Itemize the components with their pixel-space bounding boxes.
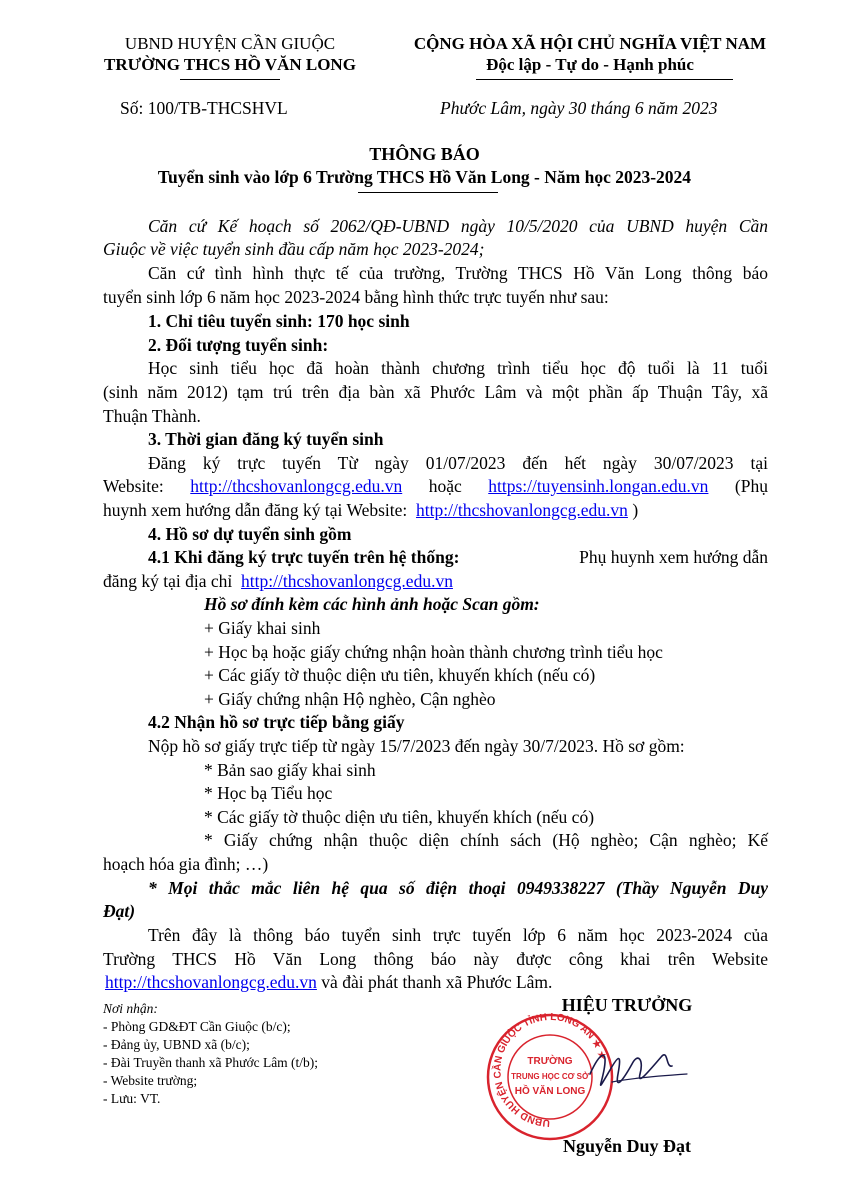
website-label: Website: bbox=[103, 476, 164, 496]
motto-underline bbox=[476, 79, 733, 80]
recipient-item: - Website trường; bbox=[103, 1073, 198, 1088]
basis-1-line-2: Giuộc về việc tuyển sinh đầu cấp năm học 2023-2024; bbox=[103, 239, 485, 259]
closing-line-1: Trên đây là thông báo tuyển sinh trực tuyến lớp 6 năm học 2023-2024 của bbox=[148, 925, 768, 945]
basis-2-line-2: tuyển sinh lớp 6 năm học 2023-2024 bằng hình thức trực tuyến như sau: bbox=[103, 287, 609, 307]
basis-1-line-1: Căn cứ Kế hoạch số 2062/QĐ-UBND ngày 10/5/2020 của UBND huyện Cần bbox=[148, 216, 768, 236]
principal-title: HIỆU TRƯỞNG bbox=[561, 995, 693, 1015]
section-4-2-heading: 4.2 Nhận hồ sơ trực tiếp bằng giấy bbox=[148, 712, 405, 732]
address-text: đăng ký tại địa chỉ bbox=[103, 571, 233, 591]
stamp-center-line-2: TRUNG HỌC CƠ SỞ bbox=[511, 1072, 589, 1081]
registration-address-link[interactable]: http://thcshovanlongcg.edu.vn bbox=[241, 571, 453, 591]
online-registration-heading: 4.1 Khi đăng ký trực tuyến trên hệ thống: bbox=[148, 547, 460, 567]
basis-2-line-1: Căn cứ tình hình thực tế của trường, Trường THCS Hồ Văn Long thông báo bbox=[148, 263, 768, 283]
page-subtitle: Tuyển sinh vào lớp 6 Trường THCS Hồ Văn Long - Năm học 2023-2024 bbox=[157, 167, 692, 187]
school-website-link[interactable]: http://thcshovanlongcg.edu.vn bbox=[190, 476, 403, 496]
section-4-1-line-2 bbox=[103, 570, 453, 593]
guide-text: huynh xem hướng dẫn đăng ký tại Website: bbox=[103, 500, 408, 520]
closing-line-2: Trường THCS Hồ Văn Long thông báo này được công khai trên Website bbox=[103, 949, 768, 969]
paper-item-continuation: hoạch hóa gia đình; …) bbox=[103, 854, 269, 874]
title-underline bbox=[358, 192, 498, 193]
closing-line-3 bbox=[105, 971, 552, 994]
attachment-heading: Hồ sơ đính kèm các hình ảnh hoặc Scan gồm: bbox=[204, 594, 540, 614]
paper-item: * Giấy chứng nhận thuộc diện chính sách (Hộ nghèo; Cận nghèo; Kế bbox=[204, 830, 768, 850]
section-4-1-line-1 bbox=[148, 546, 768, 569]
paper-item: * Bản sao giấy khai sinh bbox=[204, 760, 376, 780]
principal-name: Nguyễn Duy Đạt bbox=[562, 1136, 691, 1156]
section-3-heading: 3. Thời gian đăng ký tuyển sinh bbox=[148, 429, 384, 449]
section-2-line-3: Thuận Thành. bbox=[103, 406, 201, 426]
stamp-center-line-1: TRƯỜNG bbox=[527, 1056, 573, 1067]
recipient-item: - Lưu: VT. bbox=[103, 1091, 161, 1106]
province-admission-link[interactable]: https://tuyensinh.longan.edu.vn bbox=[488, 476, 709, 496]
closing-website-link[interactable]: http://thcshovanlongcg.edu.vn bbox=[105, 972, 317, 992]
contact-note-line-2: Đạt) bbox=[103, 901, 136, 921]
online-registration-text: Phụ huynh xem hướng dẫn bbox=[579, 547, 768, 567]
recipient-item: - Phòng GD&ĐT Cần Giuộc (b/c); bbox=[103, 1019, 291, 1034]
section-2-line-1: Học sinh tiểu học đã hoàn thành chương trình tiểu học độ tuổi là 11 tuổi bbox=[148, 358, 768, 378]
stamp-ring-text: UBND HUYỆN CẦN GIUỘC TỈNH LONG AN ★ ★ bbox=[492, 1012, 608, 1129]
document-number: Số: 100/TB-THCSHVL bbox=[120, 98, 288, 118]
attachment-item: + Giấy khai sinh bbox=[204, 618, 321, 638]
school-name-underline bbox=[180, 79, 280, 80]
contact-note-line-1: * Mọi thắc mắc liên hệ qua số điện thoại 0949338227 (Thầy Nguyễn Duy bbox=[148, 878, 768, 898]
section-2-line-2: (sinh năm 2012) tạm trú trên địa bàn xã Phước Lâm và một phần ấp Thuận Tây, xã bbox=[103, 382, 768, 402]
parent-note-start: (Phụ bbox=[734, 476, 768, 496]
paper-item: * Học bạ Tiểu học bbox=[204, 783, 333, 803]
or-text: hoặc bbox=[428, 476, 462, 496]
closing-text: và đài phát thanh xã Phước Lâm. bbox=[321, 972, 553, 992]
guide-website-link[interactable]: http://thcshovanlongcg.edu.vn bbox=[416, 500, 628, 520]
attachment-item: + Các giấy tờ thuộc diện ưu tiên, khuyến khích (nếu có) bbox=[204, 665, 596, 685]
recipient-item: - Đảng ủy, UBND xã (b/c); bbox=[103, 1037, 250, 1052]
attachment-item: + Giấy chứng nhận Hộ nghèo, Cận nghèo bbox=[204, 689, 496, 709]
page-title: THÔNG BÁO bbox=[369, 144, 480, 164]
school-name: TRƯỜNG THCS HỒ VĂN LONG bbox=[104, 55, 356, 74]
attachment-item: + Học bạ hoặc giấy chứng nhận hoàn thành chương trình tiểu học bbox=[204, 642, 663, 662]
stamp-center-line-3: HỒ VĂN LONG bbox=[514, 1086, 586, 1097]
agency-name: UBND HUYỆN CẦN GIUỘC bbox=[124, 34, 336, 53]
section-3-line-2 bbox=[103, 475, 768, 498]
recipient-item: - Đài Truyền thanh xã Phước Lâm (t/b); bbox=[103, 1055, 319, 1070]
paper-item: * Các giấy tờ thuộc diện ưu tiên, khuyến khích (nếu có) bbox=[204, 807, 595, 827]
section-3-line-1: Đăng ký trực tuyến Từ ngày 01/07/2023 đến hết ngày 30/07/2023 tại bbox=[148, 453, 768, 473]
official-stamp bbox=[472, 1012, 732, 1142]
section-1-heading: 1. Chỉ tiêu tuyển sinh: 170 học sinh bbox=[148, 311, 410, 331]
section-4-2-line-1: Nộp hồ sơ giấy trực tiếp từ ngày 15/7/2023 đến ngày 30/7/2023. Hồ sơ gồm: bbox=[148, 736, 685, 756]
guide-close-paren: ) bbox=[632, 500, 639, 520]
national-title: CỘNG HÒA XÃ HỘI CHỦ NGHĨA VIỆT NAM bbox=[413, 34, 767, 53]
section-4-heading: 4. Hồ sơ dự tuyển sinh gồm bbox=[148, 524, 352, 544]
recipients-title: Nơi nhận: bbox=[103, 1001, 158, 1016]
section-3-line-3 bbox=[103, 499, 638, 522]
national-motto: Độc lập - Tự do - Hạnh phúc bbox=[486, 55, 694, 74]
place-date: Phước Lâm, ngày 30 tháng 6 năm 2023 bbox=[440, 98, 718, 118]
section-2-heading: 2. Đối tượng tuyển sinh: bbox=[148, 335, 329, 355]
